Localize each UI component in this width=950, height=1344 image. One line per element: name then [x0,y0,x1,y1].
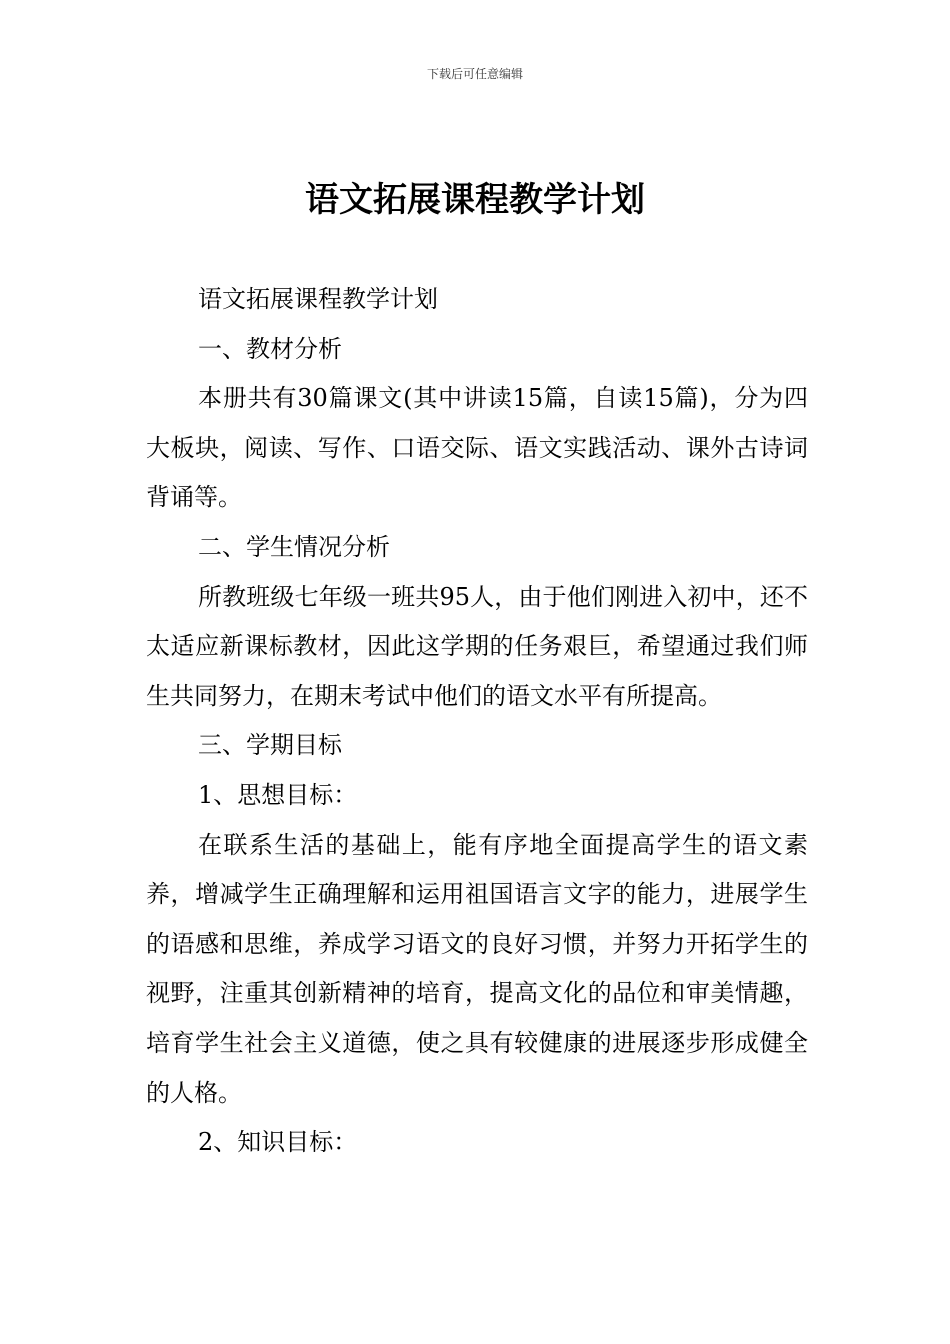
paragraph-subtitle: 语文拓展课程教学计划 [198,285,438,313]
section-heading-materials: 一、教材分析 [198,334,342,363]
paragraph-ideology-goal: 在联系生活的基础上，能有序地全面提高学生的语文素养，增减学生正确理解和运用祖国语言文字的能力，进展学生的语感和思维，养成学习语文的良好习惯，并努力开拓学生的视野，注重其创新精神的培育，提高文化的品位和审美情趣，培育学生社会主义道德，使之具有较健康的进展逐步形成健全的人格。 [146,830,808,1107]
section-heading-students: 二、学生情况分析 [198,532,390,561]
document-body [146,275,808,1168]
subheading-knowledge-goal: 2、知识目标： [198,1128,358,1157]
paragraph-materials: 本册共有30篇课文(其中讲读15篇，自读15篇)，分为四大板块，阅读、写作、口语交际、语文实践活动、课外古诗词背诵等。 [146,384,808,512]
document-title: 语文拓展课程教学计划 [305,180,645,220]
paragraph-students: 所教班级七年级一班共95人，由于他们刚进入初中，还不太适应新课标教材，因此这学期的任务艰巨，希望通过我们师生共同努力，在期末考试中他们的语文水平有所提高。 [146,582,808,710]
section-heading-goals: 三、学期目标 [198,731,342,760]
header-note: 下载后可任意编辑 [426,67,523,81]
subheading-ideology-goal: 1、思想目标： [198,780,358,809]
